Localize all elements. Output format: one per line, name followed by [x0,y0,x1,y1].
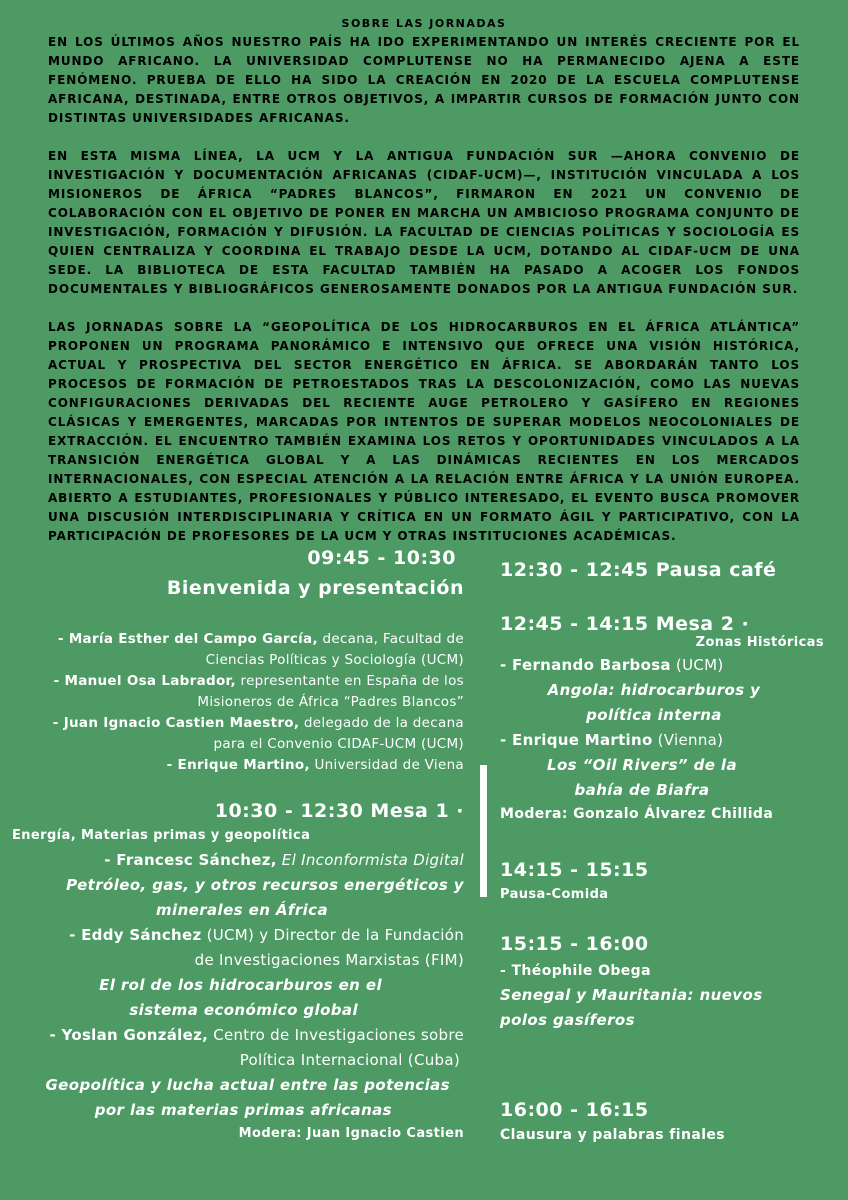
speaker-affiliation: Ciencias Políticas y Sociología (UCM) [205,652,464,668]
speaker-affiliation: delegado de la decana [299,715,464,731]
speaker-affiliation: Política Internacional (Cuba) [239,1051,460,1069]
speaker-name: - Francesc Sánchez, [104,851,277,869]
talk-title-line: Los “Oil Rivers” de la [547,756,737,774]
speaker-affiliation: (UCM) [670,656,724,674]
talk-title-line: Angola: hidrocarburos y [547,681,761,699]
mesa1-talk-2 [0,973,464,1023]
welcome-time: 09:45 - 10:30 [307,547,456,569]
intro-paragraph-1: EN LOS ÚLTIMOS AÑOS NUESTRO PAÍS HA IDO EXPERIMENTANDO UN INTERÉS CRECIENTE POR EL MUNDO AFRICANO. LA UNIVERSIDAD COMPLUTENSE NO HA PERMANECIDO AJENA A ESTE FENÓMENO. PRUEBA DE ELLO HA SIDO LA CREACIÓN EN 2020 DE LA ESCUELA COMPLUTENSE AFRICANA, DESTINADA, ENTRE OTROS OBJETIVOS, A IMPARTIR CURSOS DE FORMACIÓN JUNTO CON DISTINTAS UNIVERSIDADES AFRICANAS. [48,35,800,125]
talk-title-line: política interna [586,706,722,724]
mesa2-talk-1 [500,678,840,728]
intro-title: SOBRE LAS JORNADAS [341,17,507,30]
speaker-affiliation: de Investigaciones Marxistas (FIM) [194,951,464,969]
talk-title-line: El rol de los hidrocarburos en el [99,976,382,994]
mesa1-speaker-2 [0,923,464,973]
mesa2-speaker-1 [500,653,840,678]
session3-speaker: - Théophile Obega [500,963,651,979]
talk-title-line: bahía de Biafra [574,781,710,799]
welcome-title: Bienvenida y presentación [166,577,464,599]
speaker-name: - Fernando Barbosa [500,656,671,674]
mesa2-moderator: Modera: Gonzalo Álvarez Chillida [500,806,774,822]
speaker-affiliation: Universidad de Viena [309,757,464,773]
welcome-speaker-3 [0,713,464,755]
speaker-name: - Eddy Sánchez [69,926,202,944]
talk-title-line: sistema económico global [129,1001,358,1019]
intro-section [48,14,800,546]
talk-title-line: minerales en África [156,901,328,919]
program-left-column [0,543,464,1145]
speaker-affiliation: (Vienna) [652,731,724,749]
program-right-column [500,555,840,1145]
speaker-affiliation: Centro de Investigaciones sobre [208,1026,464,1044]
mesa1-talk-3 [0,1073,464,1123]
speaker-affiliation: para el Convenio CIDAF-UCM (UCM) [213,736,464,752]
intro-paragraph-3: LAS JORNADAS SOBRE LA “GEOPOLÍTICA DE LOS HIDROCARBUROS EN EL ÁFRICA ATLÁNTICA” PROPONEN UN PROGRAMA PANORÁMICO E INTENSIVO QUE OFRECE UNA VISIÓN HISTÓRICA, ACTUAL Y PROSPECTIVA DEL SECTOR ENERGÉTICO EN ÁFRICA. SE ABORDARÁN TANTO LOS PROCESOS DE FORMACIÓN DE PETROESTADOS TRAS LA DESCOLONIZACIÓN, COMO LAS NUEVAS CONFIGURACIONES DERIVADAS DEL RECIENTE AUGE PETROLERO Y GASÍFERO EN REGIONES CLÁSICAS Y EMERGENTES, MARCADAS POR INTENTOS DE SUPERAR MODELOS NEOCOLONIALES DE EXTRACCIÓN. EL ENCUENTRO TAMBIÉN EXAMINA LOS RETOS Y OPORTUNIDADES VINCULADOS A LA TRANSICIÓN ENERGÉTICA GLOBAL Y A LAS DINÁMICAS RECIENTES EN LOS MERCADOS INTERNACIONALES, CON ESPECIAL ATENCIÓN A LA RELACIÓN ENTRE ÁFRICA Y LA UNIÓN EUROPEA. ABIERTO A ESTUDIANTES, PROFESIONALES Y PÚBLICO INTERESADO, EL EVENTO BUSCA PROMOVER UNA DISCUSIÓN INTERDISCIPLINARIA Y CRÍTICA EN UN FORMATO ÁGIL Y PARTICIPATIVO, CON LA PARTICIPACIÓN DE PROFESORES DE LA UCM Y OTRAS INSTITUCIONES ACADÉMICAS. [48,320,800,543]
speaker-name: - Juan Ignacio Castien Maestro, [52,715,300,731]
speaker-affiliation: representante en España de los [235,673,464,689]
speaker-affiliation: decana, Facultad de [317,631,464,647]
closing-label: Clausura y palabras finales [500,1127,726,1143]
mesa2-time: 12:45 - 14:15 Mesa 2 · [500,613,750,635]
lunch-time: 14:15 - 15:15 [500,859,649,881]
talk-title-line: Petróleo, gas, y otros recursos energéticos y [66,876,464,894]
speaker-affiliation: (UCM) y Director de la Fundación [201,926,464,944]
mesa1-speaker-1 [0,848,464,873]
column-divider [480,765,487,897]
speaker-name: - María Esther del Campo García, [57,631,318,647]
mesa1-speaker-3 [0,1023,464,1073]
welcome-speaker-4 [0,755,464,776]
talk-title-line: Senegal y Mauritania: nuevos [500,986,763,1004]
mesa1-moderator: Modera: Juan Ignacio Castien [238,1126,464,1141]
speaker-name: - Manuel Osa Labrador, [53,673,236,689]
talk-title-line: Geopolítica y lucha actual entre las potencias [45,1076,450,1094]
mesa1-time: 10:30 - 12:30 Mesa 1 · [214,800,464,822]
intro-paragraph-2: EN ESTA MISMA LÍNEA, LA UCM Y LA ANTIGUA FUNDACIÓN SUR —AHORA CONVENIO DE INVESTIGACIÓN Y DOCUMENTACIÓN AFRICANAS (CIDAF-UCM)—, INSTITUCIÓN VINCULADA A LOS MISIONEROS DE ÁFRICA “PADRES BLANCOS”, FIRMARON EN 2021 UN CONVENIO DE COLABORACIÓN CON EL OBJETIVO DE PONER EN MARCHA UN AMBICIOSO PROGRAMA CONJUNTO DE INVESTIGACIÓN, FORMACIÓN Y DIFUSIÓN. LA FACULTAD DE CIENCIAS POLÍTICAS Y SOCIOLOGÍA ES QUIEN CENTRALIZA Y COORDINA EL TRABAJO DESDE LA UCM, DOTANDO AL CIDAF-UCM DE UNA SEDE. LA BIBLIOTECA DE ESTA FACULTAD TAMBIÉN HA PASADO A ACOGER LOS FONDOS DOCUMENTALES Y BIBLIOGRÁFICOS GENEROSAMENTE DONADOS POR LA ANTIGUA FUNDACIÓN SUR. [48,149,800,296]
closing-time: 16:00 - 16:15 [500,1099,649,1121]
speaker-affiliation: El Inconformista Digital [276,851,464,869]
welcome-speaker-2 [0,671,464,713]
mesa2-topic: Zonas Históricas [695,635,824,650]
speaker-affiliation: Misioneros de África “Padres Blancos” [197,694,464,710]
mesa1-talk-1 [0,873,464,923]
mesa2-talk-2 [500,753,840,803]
talk-title-line: por las materias primas africanas [94,1101,392,1119]
speaker-name: - Enrique Martino [500,731,653,749]
session3-talk [500,983,840,1033]
mesa1-topic: Energía, Materias primas y geopolítica [12,828,311,843]
session3-time: 15:15 - 16:00 [500,933,649,955]
speaker-name: - Yoslan González, [49,1026,209,1044]
lunch-label: Pausa-Comida [500,887,609,902]
speaker-name: - Enrique Martino, [166,757,310,773]
talk-title-line: polos gasíferos [500,1011,635,1029]
mesa2-speaker-2 [500,728,840,753]
coffee-break: 12:30 - 12:45 Pausa café [500,559,777,581]
welcome-speaker-1 [0,629,464,671]
